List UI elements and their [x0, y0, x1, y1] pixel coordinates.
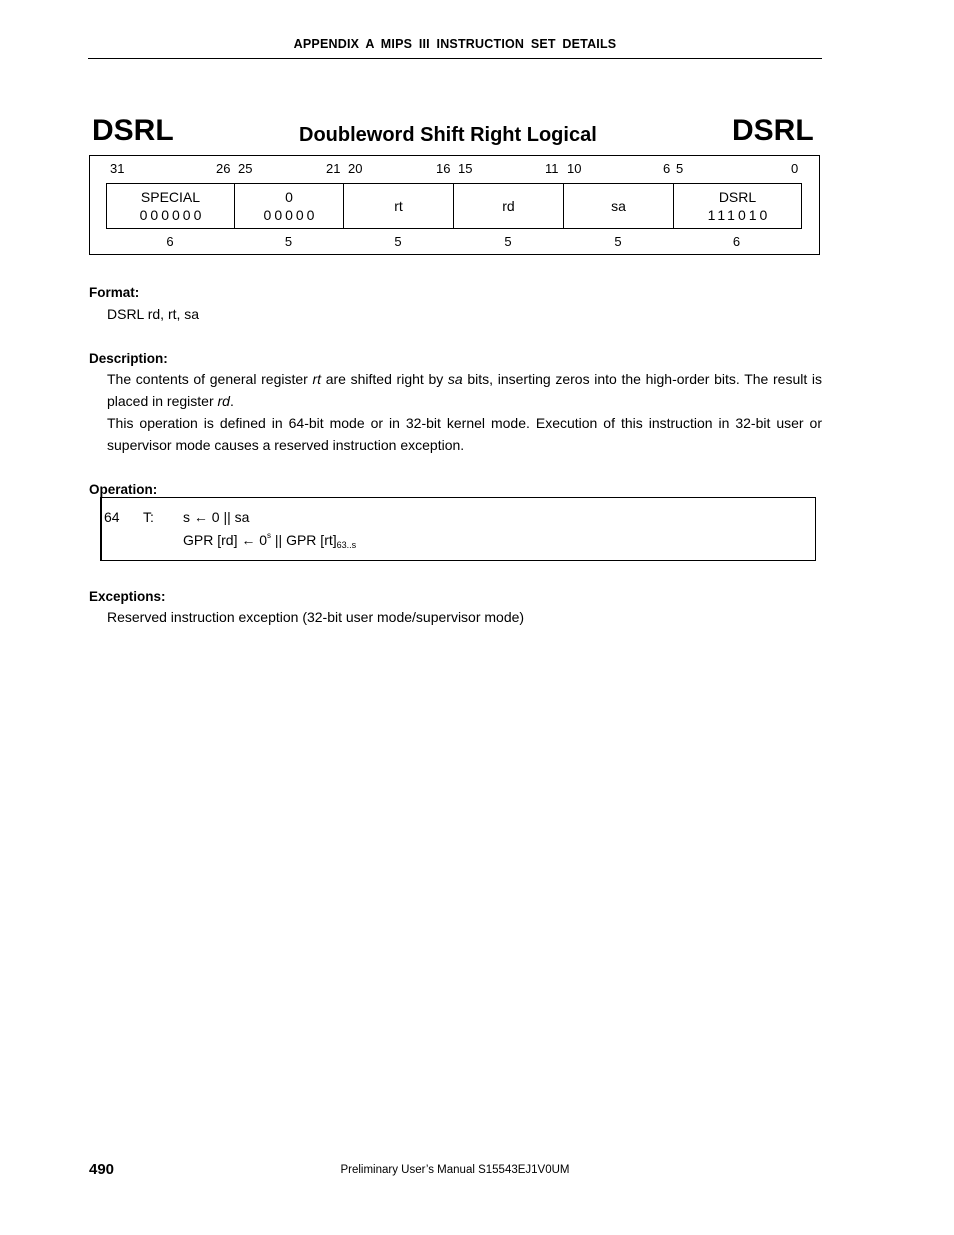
register-rt: rt: [312, 371, 322, 387]
field-width: 5: [284, 234, 293, 249]
bit-position: 15: [458, 161, 473, 176]
description-heading: Description:: [89, 351, 168, 366]
operation-text: || GPR [rt]: [271, 532, 337, 548]
mnemonic-right: DSRL: [732, 114, 814, 147]
field-name: DSRL: [718, 189, 757, 205]
operation-superscript: s: [267, 531, 272, 540]
field-width: 5: [394, 234, 402, 249]
operation-mode: 64: [104, 509, 120, 525]
field-width: 5: [504, 234, 512, 249]
field-code: 111010: [707, 207, 771, 223]
field-widths: [106, 235, 802, 249]
field-function: [674, 184, 801, 228]
field-rt: [344, 184, 454, 228]
operation-line-2: [183, 531, 356, 549]
bit-position: 26: [216, 161, 231, 176]
format-heading: Format:: [89, 285, 140, 300]
bit-position: 25: [238, 161, 253, 176]
bit-position: 10: [567, 161, 582, 176]
field-code: 00000: [263, 207, 318, 223]
field-name: rt: [394, 198, 403, 214]
field-special: [107, 184, 235, 228]
description-text: .: [229, 393, 234, 409]
instruction-title: Doubleword Shift Right Logical: [299, 124, 597, 146]
field-name: SPECIAL: [140, 189, 201, 205]
bit-position: 6: [663, 161, 671, 176]
bit-position: 16: [436, 161, 451, 176]
bit-position: 20: [348, 161, 363, 176]
running-header: APPENDIX A MIPS III INSTRUCTION SET DETAILS: [293, 37, 617, 51]
encoding-fields: [106, 183, 802, 229]
bit-position: 31: [110, 161, 125, 176]
field-name: sa: [611, 198, 626, 214]
exceptions-text: Reserved instruction exception (32-bit user mode/supervisor mode): [107, 609, 525, 625]
field-name: 0: [285, 189, 293, 205]
field-name: rd: [502, 198, 515, 214]
field-width: 6: [166, 234, 174, 249]
description-text: bits, inserting zeros into the high-order bits. The result is placed in register: [107, 371, 823, 409]
operation-subscript: 63..s: [336, 540, 357, 550]
operation-box: [100, 497, 816, 561]
bit-position: 21: [326, 161, 341, 176]
field-zero: [235, 184, 344, 228]
field-code: 000000: [139, 207, 205, 223]
description-text: are shifted right by: [321, 371, 448, 387]
bit-position: 11: [545, 161, 559, 176]
format-text: DSRL rd, rt, sa: [107, 306, 200, 322]
field-width: 5: [614, 234, 622, 249]
footer-manual-title: Preliminary User’s Manual S15543EJ1V0UM: [340, 1164, 570, 1176]
register-rd: rd: [217, 393, 230, 409]
bit-position: 0: [791, 161, 799, 176]
description-text: The contents of general register: [107, 371, 313, 387]
operation-stage: T:: [143, 509, 154, 525]
field-width: 6: [732, 234, 741, 249]
description-paragraph-1: [107, 368, 822, 412]
description-paragraph-2: This operation is defined in 64-bit mode or in 32-bit kernel mode. Execution of this instruction in 32-bit user or supervisor mode causes a reserved instruction exception.: [107, 415, 822, 453]
operation-text: GPR [rd] ← 0: [183, 532, 268, 548]
operation-line-1: s ← 0 || sa: [183, 509, 250, 525]
exceptions-heading: Exceptions:: [89, 589, 166, 604]
field-sa: [564, 184, 674, 228]
operation-heading: Operation:: [89, 482, 158, 497]
bit-position: 5: [676, 161, 684, 176]
header-divider: [88, 58, 822, 59]
register-sa: sa: [447, 371, 463, 387]
field-rd: [454, 184, 564, 228]
mnemonic-left: DSRL: [92, 114, 174, 147]
page-number: 490: [89, 1161, 115, 1178]
